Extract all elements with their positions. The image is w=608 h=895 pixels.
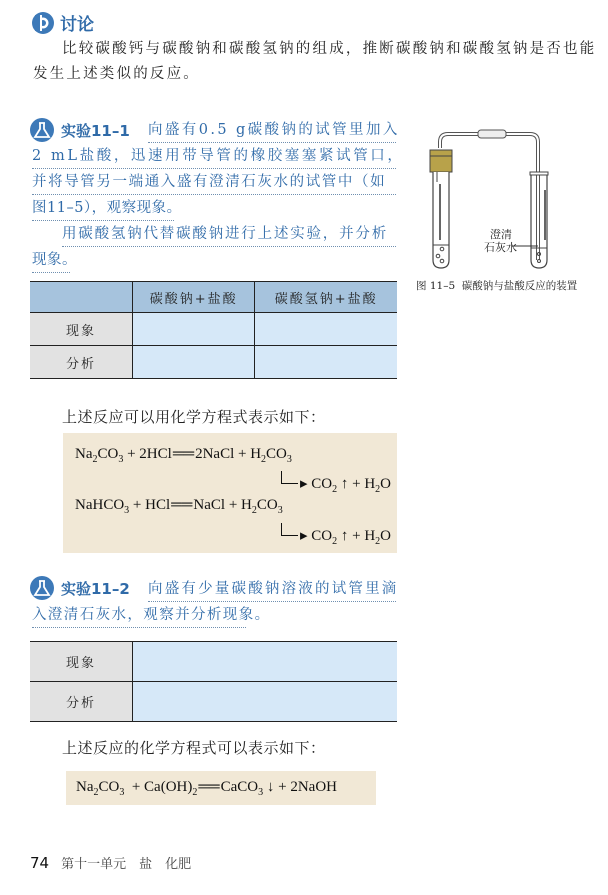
discussion-text-1: 比较碳酸钙与碳酸钠和碳酸氢钠的组成，推断碳酸钠和碳酸氢钠是否也能 — [62, 41, 597, 57]
equations-2-intro: 上述反应的化学方程式可以表示如下： — [62, 739, 326, 757]
table-row — [30, 346, 397, 379]
table-row — [30, 313, 397, 346]
page-footer — [30, 853, 191, 872]
experiment-11-2-line-1: 向盛有少量碳酸钠溶液的试管里滴 — [148, 577, 396, 602]
experiment-11-1-line-3: 并将导管另一端通入盛有澄清石灰水的试管中（如 — [32, 170, 396, 195]
table-row — [30, 682, 397, 722]
figure-caption: 图 11–5 碳酸钠与盐酸反应的装置 — [416, 280, 578, 292]
flask-icon — [30, 118, 54, 142]
table-header-sodium-carbonate: 碳酸钠+盐酸 — [133, 282, 255, 313]
experiment-11-1-label: 实验11–1 — [61, 121, 130, 140]
equation-2: NaHCO$_3$ + HCl══NaCl + $H_2CO_3$ — [75, 497, 283, 516]
experiment-11-2-heading — [30, 576, 130, 600]
row-label-phenomenon: 现象 — [30, 313, 133, 346]
discussion-text-2: 发生上述类似的反应。 — [33, 66, 200, 82]
table-header-empty — [30, 282, 133, 313]
row-label-analysis: 分析 — [30, 346, 133, 379]
answer-cell[interactable] — [133, 642, 398, 682]
experiment-11-1-line-2: 2 mL盐酸，迅速用带导管的橡胶塞塞紧试管口， — [32, 144, 396, 169]
experiment-11-1-line-4: 图11–5），观察现象。 — [32, 196, 174, 221]
answer-cell[interactable] — [255, 346, 397, 379]
table-header-row — [30, 282, 397, 313]
decomp-arrow-icon — [281, 471, 298, 484]
answer-cell[interactable] — [255, 313, 397, 346]
row-label-phenomenon: 现象 — [30, 642, 133, 682]
decomp-arrow-icon — [281, 523, 298, 536]
limewater-label-2: 石灰水 — [484, 241, 517, 254]
unit-title: 第十一单元 盐 化肥 — [61, 857, 192, 872]
experiment-11-2-line-2: 入澄清石灰水，观察并分析现象。 — [32, 603, 246, 628]
experiment-11-1-line-5: 用碳酸氢钠代替碳酸钠进行上述实验，并分析 — [62, 222, 396, 247]
equation-box-2 — [66, 771, 376, 805]
experiment-11-1-line-1: 向盛有0.5 g碳酸钠的试管里加入 — [148, 118, 396, 143]
flask-icon — [30, 576, 54, 600]
answer-cell[interactable] — [133, 682, 398, 722]
limewater-label-1: 澄清 — [490, 228, 512, 241]
discussion-heading — [32, 10, 94, 35]
equation-box-1 — [63, 433, 397, 553]
answer-cell[interactable] — [133, 346, 255, 379]
equation-1: $Na_2CO_3$ + 2HCl══2NaCl + $H_2CO_3$ — [75, 446, 292, 465]
row-label-analysis: 分析 — [30, 682, 133, 722]
experiment-11-1-heading — [30, 118, 130, 142]
experiment-11-1-line-6: 现象。 — [32, 248, 70, 273]
discussion-icon — [32, 12, 54, 34]
table-row — [30, 642, 397, 682]
equation-2-decomposition: ▸ $CO_2$ ↑ + $H_2O$ — [281, 523, 391, 547]
equation-3: $Na_2CO_3$ + $Ca(OH)_2══CaCO_3$ ↓ + 2NaOH — [76, 779, 338, 798]
discussion-title: 讨论 — [60, 15, 94, 35]
experiment-11-2-table — [30, 641, 397, 722]
page-number: 74 — [30, 854, 50, 872]
experiment-11-2-label: 实验11–2 — [61, 579, 130, 598]
figure-11-5 — [412, 120, 608, 300]
table-header-sodium-bicarbonate: 碳酸氢钠+盐酸 — [255, 282, 397, 313]
experiment-11-1-table — [30, 281, 397, 379]
answer-cell[interactable] — [133, 313, 255, 346]
equation-1-decomposition: ▸ $CO_2$ ↑ + $H_2O$ — [281, 471, 391, 495]
equations-1-intro: 上述反应可以用化学方程式表示如下： — [62, 408, 326, 426]
